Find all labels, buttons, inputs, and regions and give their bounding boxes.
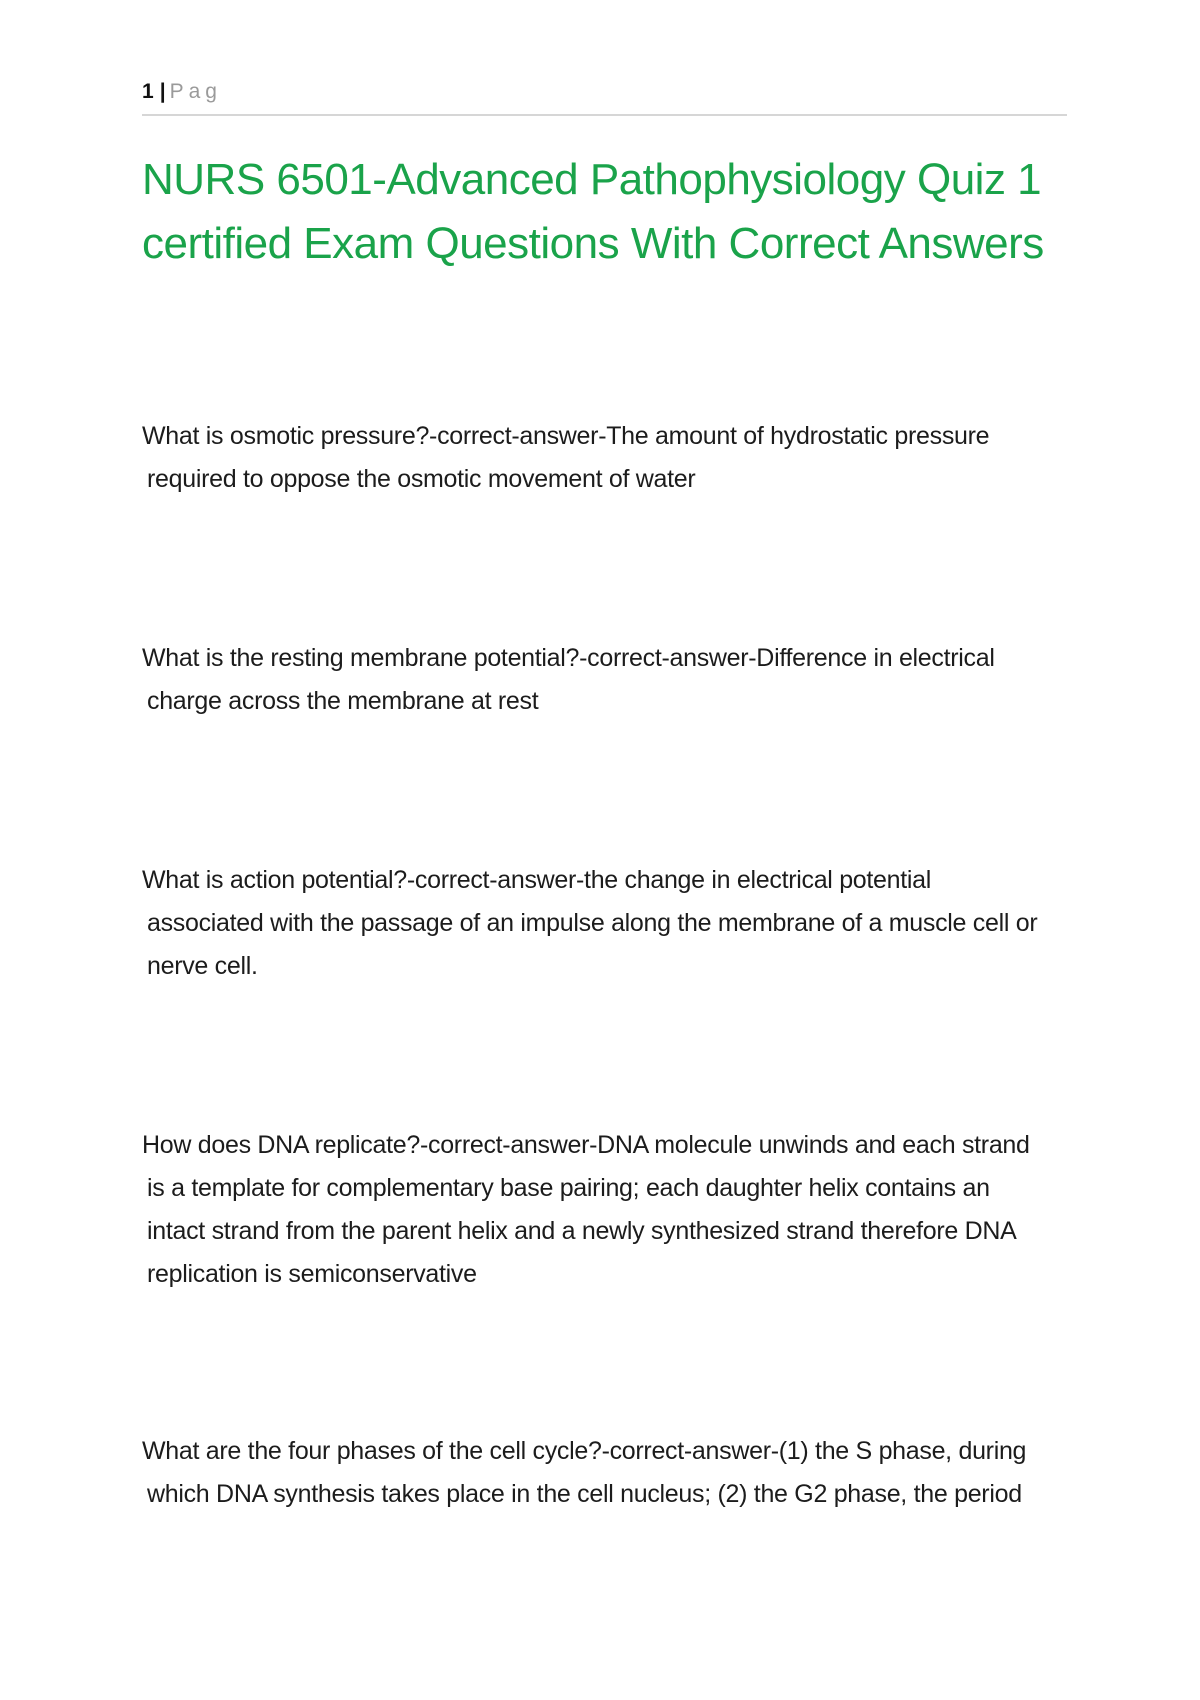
qa-line: intact strand from the parent helix and a newly synthesized strand therefore DNA: [147, 1217, 1017, 1245]
qa-line: which DNA synthesis takes place in the cell nucleus; (2) the G2 phase, the period: [147, 1480, 1022, 1508]
qa-line: What is action potential?-correct-answer-the change in electrical potential: [142, 866, 932, 894]
qa-item-action-potential: [142, 859, 1082, 988]
qa-line: What is the resting membrane potential?-correct-answer-Difference in electrical: [142, 644, 995, 672]
qa-line: What is osmotic pressure?-correct-answer-The amount of hydrostatic pressure: [142, 422, 990, 450]
page-number: 1: [142, 80, 154, 103]
qa-item-cell-cycle: [142, 1430, 1082, 1516]
qa-item-dna-replication: [142, 1124, 1082, 1296]
qa-line: replication is semiconservative: [147, 1260, 477, 1288]
page-label: Pag: [169, 80, 222, 103]
qa-item-osmotic-pressure: [142, 415, 1082, 501]
document-title-line-2: certified Exam Questions With Correct Answers: [142, 219, 1044, 268]
qa-line: nerve cell.: [147, 952, 258, 980]
qa-line: associated with the passage of an impulse along the membrane of a muscle cell or: [147, 909, 1038, 937]
qa-line: What are the four phases of the cell cycle?-correct-answer-(1) the S phase, during: [142, 1437, 1027, 1465]
qa-line: required to oppose the osmotic movement of water: [147, 465, 696, 493]
page-header: [142, 80, 1067, 116]
page-number-separator: |: [159, 80, 166, 103]
qa-line: How does DNA replicate?-correct-answer-DNA molecule unwinds and each strand: [142, 1131, 1030, 1159]
qa-item-resting-membrane-potential: [142, 637, 1082, 723]
document-title: [142, 148, 1082, 276]
document-title-line-1: NURS 6501-Advanced Pathophysiology Quiz 1: [142, 155, 1042, 204]
qa-line: is a template for complementary base pairing; each daughter helix contains an: [147, 1174, 990, 1202]
qa-line: charge across the membrane at rest: [147, 687, 539, 715]
